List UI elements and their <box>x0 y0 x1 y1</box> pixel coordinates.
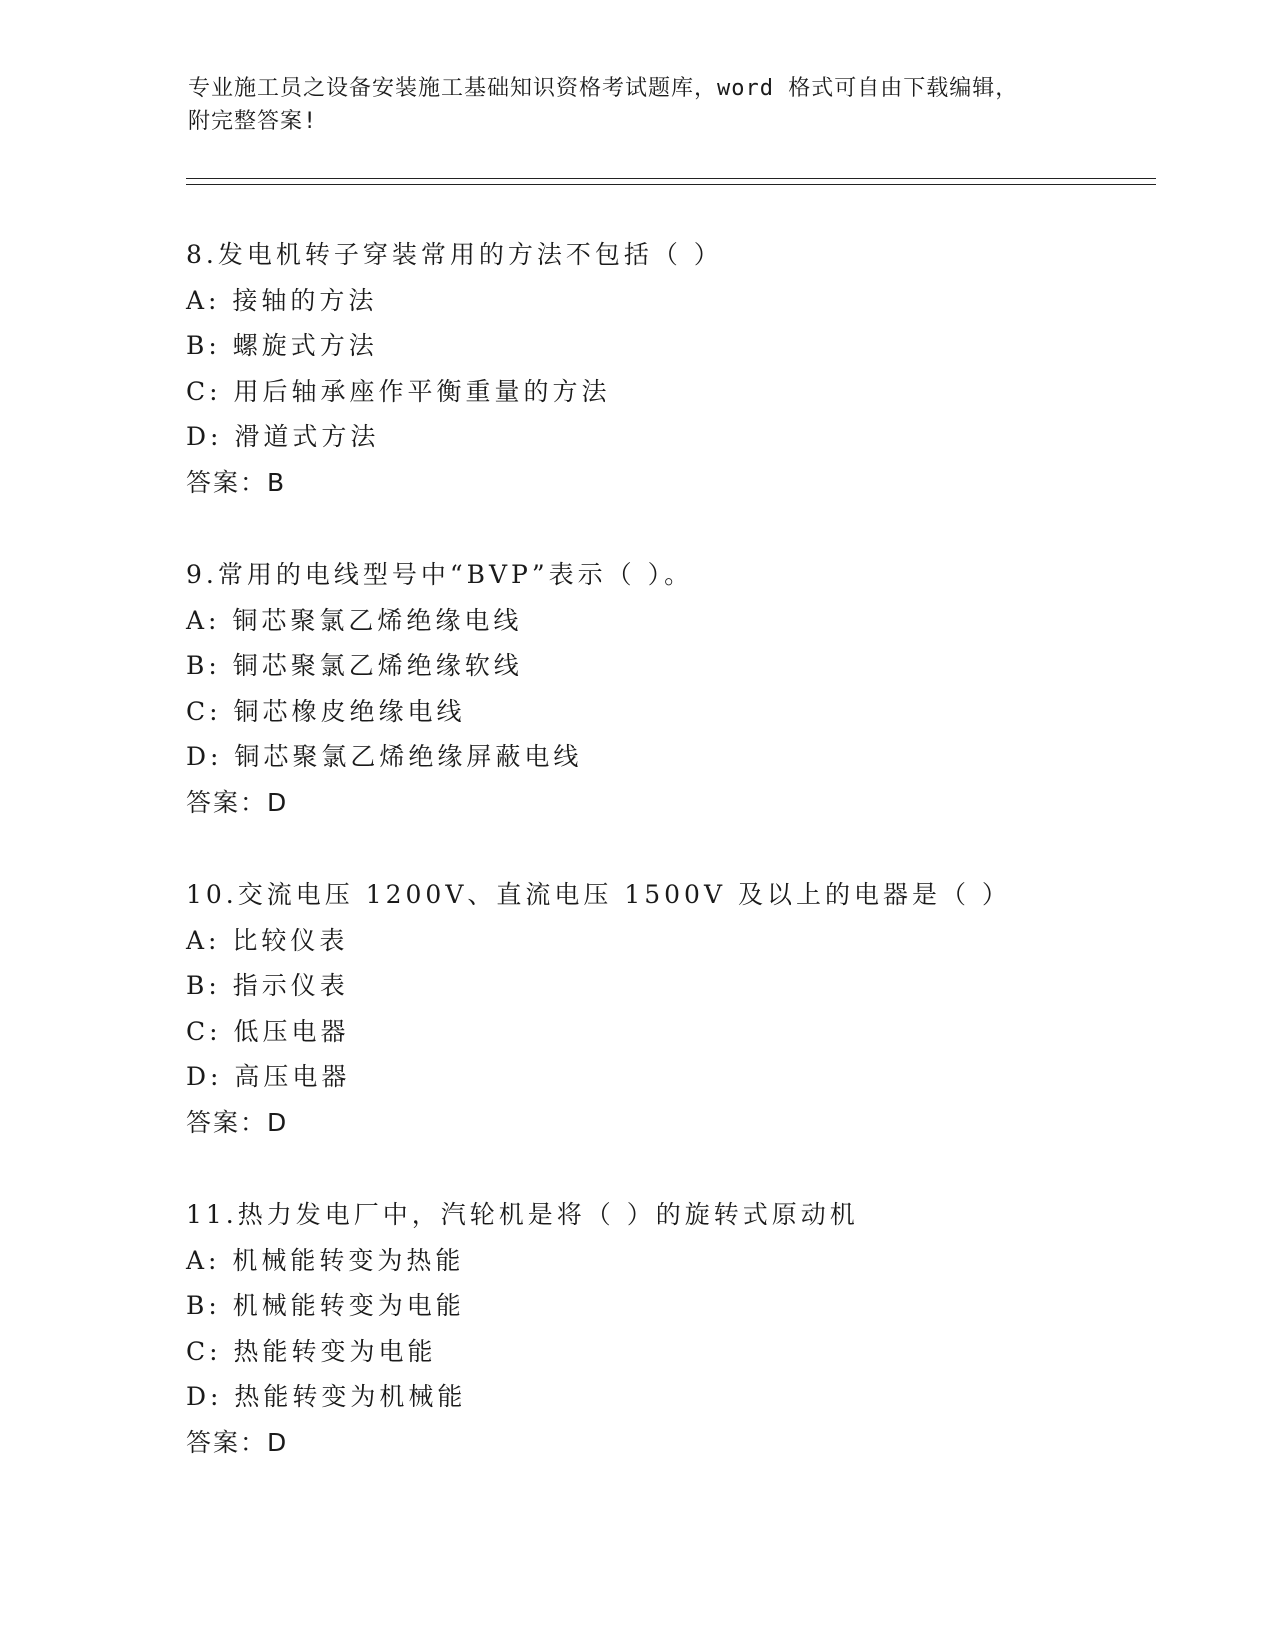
question-8 <box>186 232 1146 552</box>
option-b: B: 机械能转变为电能 <box>186 1291 465 1320</box>
option-a: A: 铜芯聚氯乙烯绝缘电线 <box>186 605 523 635</box>
option-b: B: 铜芯聚氯乙烯绝缘软线 <box>186 651 523 680</box>
option-b: B: 指示仪表 <box>186 971 349 1000</box>
option-a: A: 比较仪表 <box>186 925 349 955</box>
option-d: D: 铜芯聚氯乙烯绝缘屏蔽电线 <box>186 742 583 771</box>
answer: 答案：D <box>186 1427 289 1457</box>
option-d: D: 滑道式方法 <box>186 422 380 451</box>
option-b: B: 螺旋式方法 <box>186 331 378 360</box>
option-d: D: 热能转变为机械能 <box>186 1382 467 1411</box>
question-stem: 9.常用的电线型号中“BVP”表示（ ）。 <box>186 560 694 589</box>
option-c: C: 低压电器 <box>186 1016 350 1046</box>
header-line-1: 专业施工员之设备安装施工基础知识资格考试题库，word 格式可自由下载编辑， <box>188 76 1019 101</box>
question-11 <box>186 1192 1146 1512</box>
question-list <box>186 232 1146 1512</box>
option-c: C: 热能转变为电能 <box>186 1336 437 1366</box>
question-stem: 10.交流电压 1200V、直流电压 1500V 及以上的电器是（ ） <box>186 880 1011 909</box>
option-c: C: 用后轴承座作平衡重量的方法 <box>186 376 611 406</box>
answer: 答案：B <box>186 467 287 497</box>
document-header <box>188 72 1068 138</box>
option-d: D: 高压电器 <box>186 1062 351 1091</box>
question-stem: 8.发电机转子穿装常用的方法不包括（ ） <box>186 240 723 269</box>
option-a: A: 机械能转变为热能 <box>186 1245 465 1275</box>
question-10 <box>186 872 1146 1192</box>
answer: 答案：D <box>186 1107 289 1137</box>
option-a: A: 接轴的方法 <box>186 285 378 315</box>
answer: 答案：D <box>186 787 289 817</box>
option-c: C: 铜芯橡皮绝缘电线 <box>186 696 466 726</box>
header-line-2: 附完整答案! <box>188 109 318 134</box>
question-9 <box>186 552 1146 872</box>
question-stem: 11.热力发电厂中，汽轮机是将（ ）的旋转式原动机 <box>186 1200 859 1229</box>
header-divider <box>186 178 1156 185</box>
